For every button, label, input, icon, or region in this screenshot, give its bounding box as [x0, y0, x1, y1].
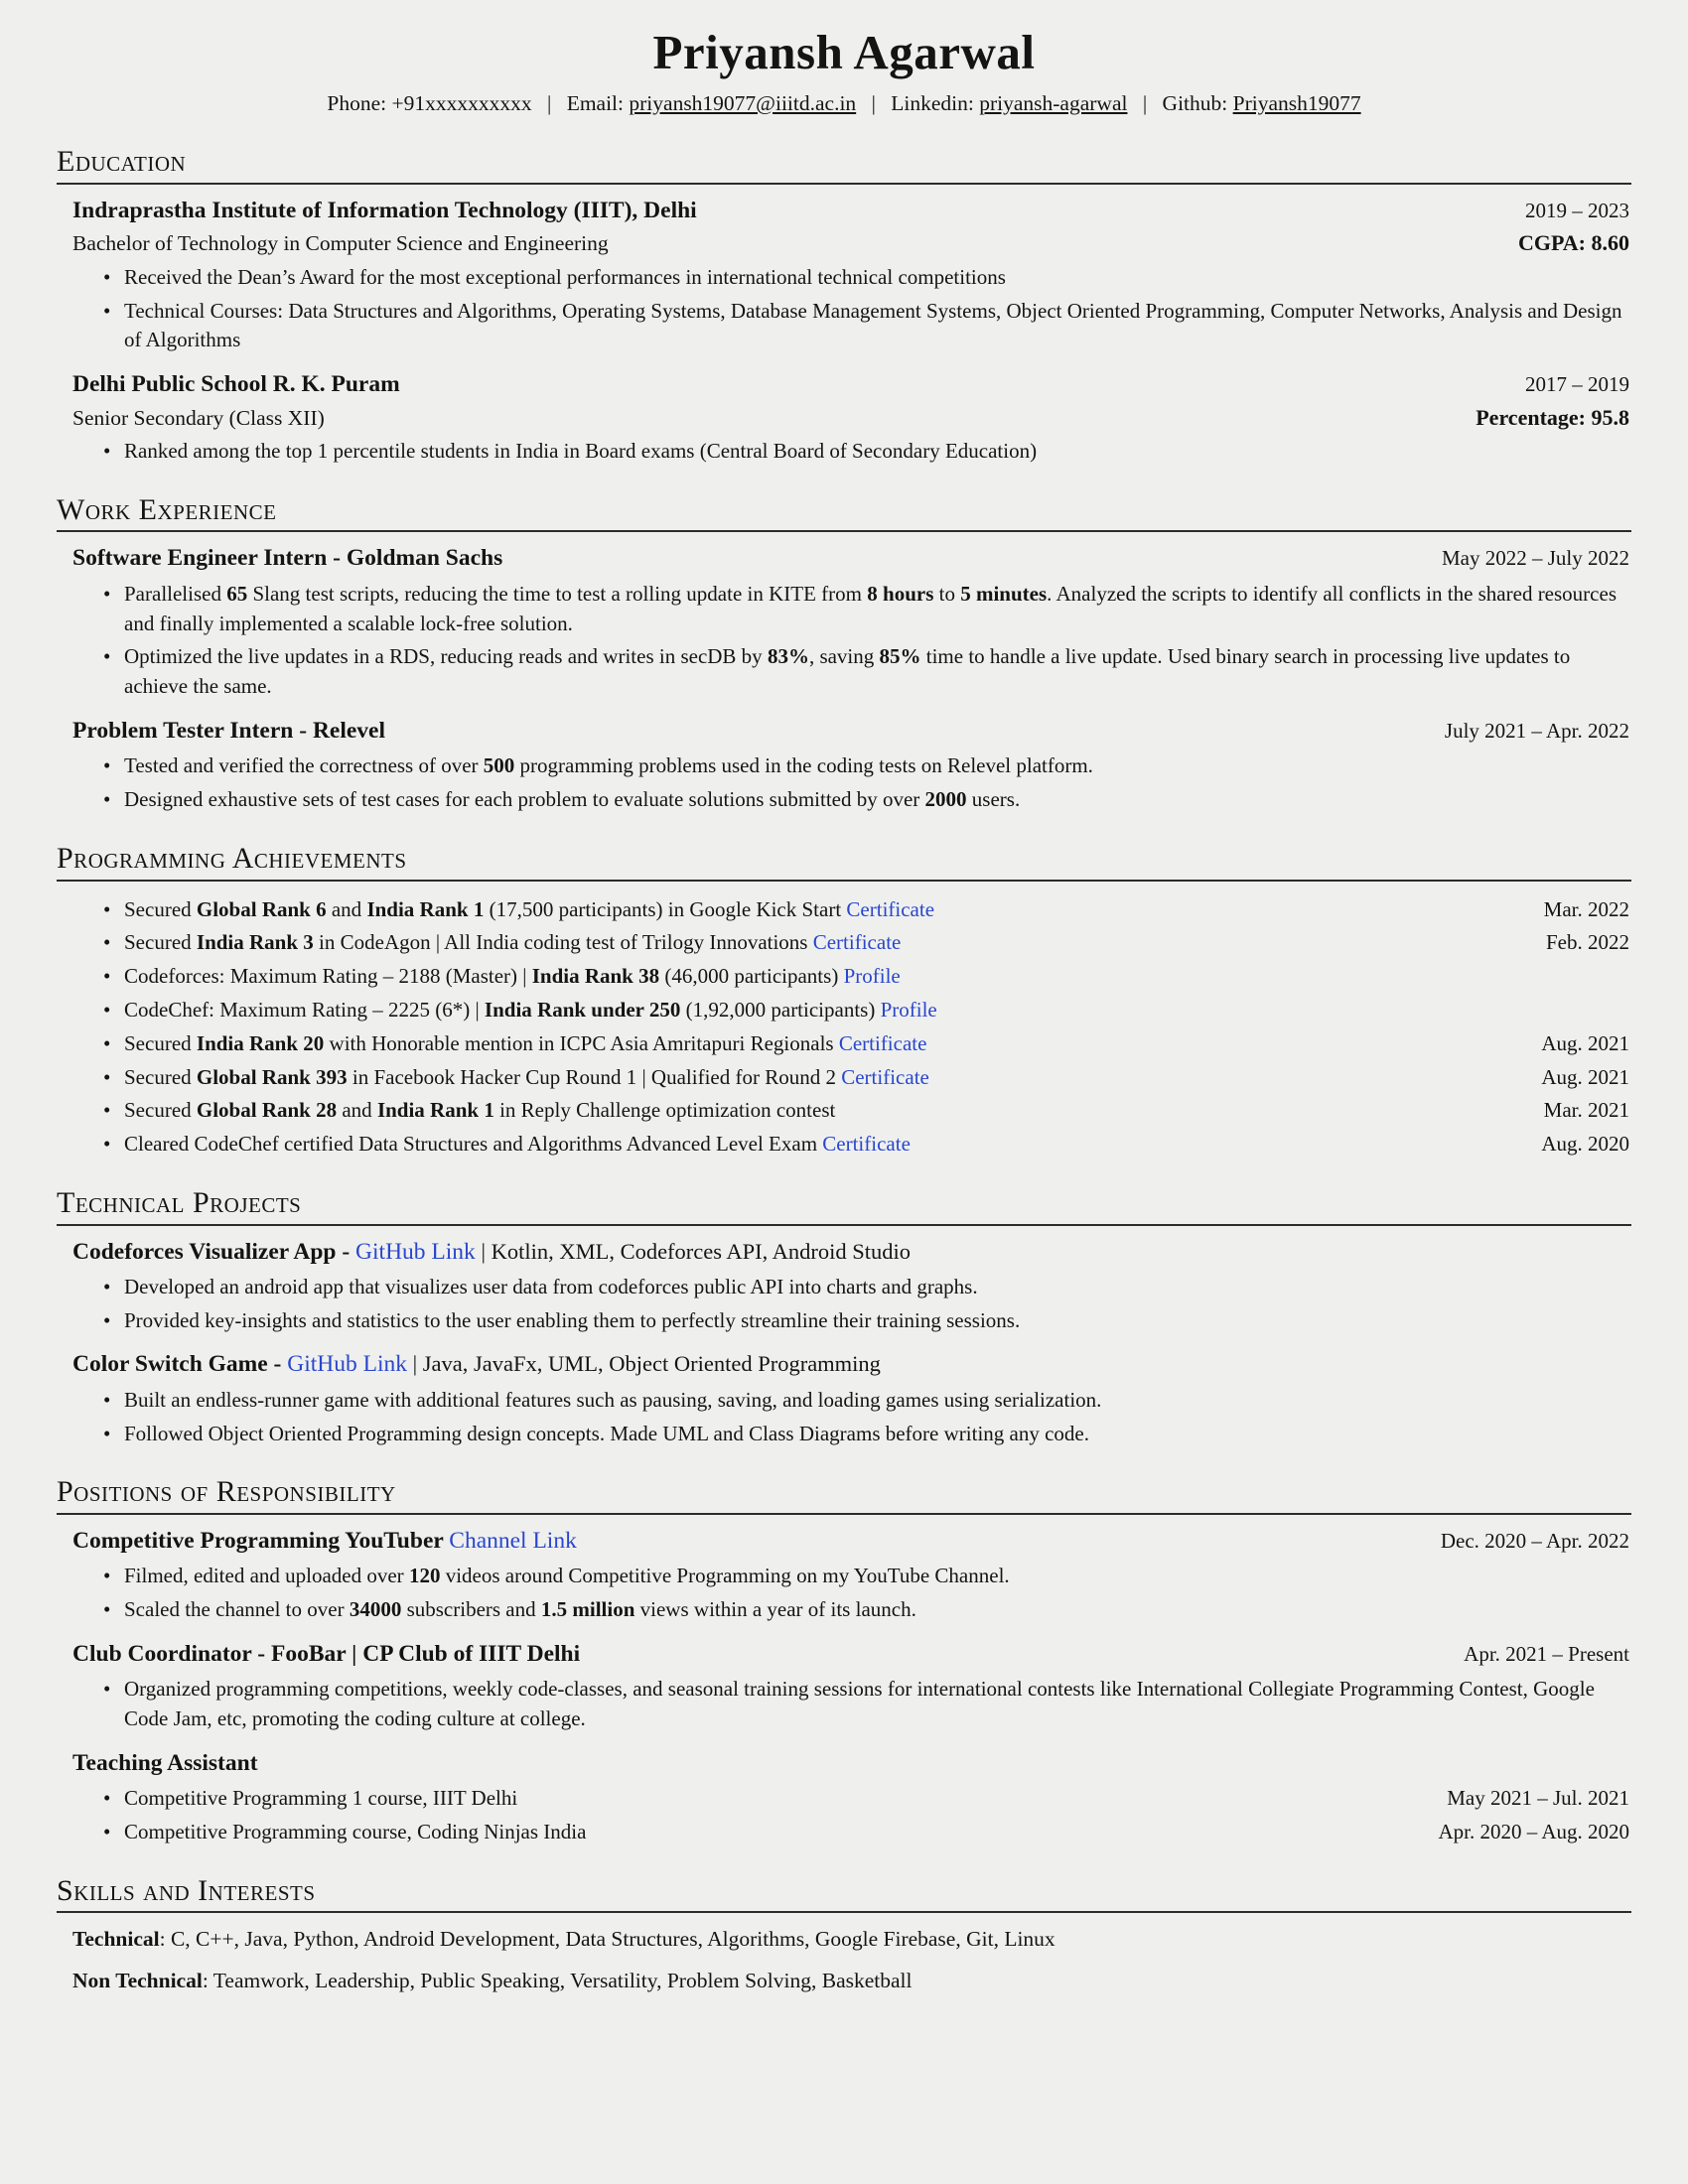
score-value: Percentage: 95.8 [1476, 404, 1629, 430]
linkedin-link[interactable]: priyansh-agarwal [979, 90, 1128, 115]
position-entry [72, 1525, 1629, 1625]
bullet-item [100, 1562, 1629, 1591]
bullet-text: Received the Dean’s Award for the most exceptional performances in international technical competitions [124, 264, 1006, 289]
institution-name: Delhi Public School R. K. Puram [72, 371, 400, 398]
bullet-date: Apr. 2020 – Aug. 2020 [1438, 1820, 1629, 1844]
section-education [57, 145, 1631, 467]
bullet-text: Provided key-insights and statistics to the user enabling them to perfectly streamline their training sessions. [124, 1307, 1021, 1332]
bullet-text: Filmed, edited and uploaded over 120 videos around Competitive Programming on my YouTube Channel. [124, 1564, 1010, 1588]
entry-dates: July 2021 – Apr. 2022 [1444, 719, 1629, 744]
bullet-list [100, 751, 1629, 815]
bullet-list [100, 1675, 1629, 1734]
bullet-list [100, 580, 1629, 702]
bullet-list [100, 1562, 1629, 1625]
achievement-text: Secured Global Rank 28 and India Rank 1 in Reply Challenge optimization contest [124, 1098, 836, 1123]
github-link[interactable]: Priyansh19077 [1232, 90, 1361, 115]
project-entry [72, 1236, 1629, 1336]
phone-item [327, 91, 531, 115]
project-tech-stack: | Java, JavaFx, UML, Object Oriented Programming [407, 1351, 881, 1377]
achievement-item [100, 1096, 1629, 1126]
email-item [567, 91, 857, 115]
bullet-text: Designed exhaustive sets of test cases for each problem to evaluate solutions submitted by over 2000 users. [124, 787, 1021, 812]
role-title: Problem Tester Intern - Relevel [72, 718, 386, 745]
achievement-item [100, 928, 1629, 958]
certificate-link[interactable]: Certificate [822, 1132, 911, 1157]
bullet-item [100, 1386, 1629, 1416]
person-name: Priyansh Agarwal [652, 25, 1036, 79]
bullet-item [100, 1818, 1629, 1847]
bullet-date: May 2021 – Jul. 2021 [1447, 1786, 1629, 1811]
section-title-education: Education [57, 145, 1631, 185]
education-entry [72, 368, 1629, 467]
achievement-text: CodeChef: Maximum Rating – 2225 (6*) | India Rank under 250 (1,92,000 participants) [124, 997, 881, 1022]
bullet-item [100, 297, 1629, 356]
phone-label: Phone: [327, 90, 387, 115]
certificate-link[interactable]: Certificate [846, 896, 935, 921]
section-title-skills: Skills and Interests [57, 1874, 1631, 1914]
entry-dates: Dec. 2020 – Apr. 2022 [1440, 1528, 1629, 1553]
linkedin-item [891, 91, 1127, 115]
bullet-item [100, 785, 1629, 815]
bullet-text: Parallelised 65 Slang test scripts, reducing the time to test a rolling update in KITE from 8 hours to 5 minutes. Analyzed the scripts to identify all conflicts in the shared resources and finally implemented a scalable lock-free solution. [124, 581, 1617, 635]
separator: | [871, 90, 876, 115]
github-label: Github: [1162, 90, 1228, 115]
bullet-item [100, 263, 1629, 293]
entry-dates: May 2022 – July 2022 [1442, 546, 1629, 571]
experience-entry [72, 715, 1629, 815]
profile-link[interactable]: Profile [843, 964, 901, 989]
email-link[interactable]: priyansh19077@iiitd.ac.in [629, 90, 857, 115]
achievement-text: Secured Global Rank 393 in Facebook Hacker Cup Round 1 | Qualified for Round 2 [124, 1064, 842, 1089]
achievement-text: Secured India Rank 3 in CodeAgon | All India coding test of Trilogy Innovations [124, 930, 813, 955]
role-title: Software Engineer Intern - Goldman Sachs [72, 545, 503, 572]
project-name: Codeforces Visualizer App - [72, 1238, 356, 1265]
bullet-text: Technical Courses: Data Structures and Algorithms, Operating Systems, Database Management Systems, Object Oriented Programming, Computer Networks, Analysis and Design of Algorithms [124, 298, 1622, 352]
bullet-list [100, 1784, 1629, 1847]
non-technical-skills-label: Non Technical [72, 1968, 203, 1992]
position-entry [72, 1638, 1629, 1734]
bullet-item [100, 1306, 1629, 1336]
achievement-date: Feb. 2022 [1546, 930, 1629, 955]
bullet-text: Developed an android app that visualizes user data from codeforces public API into charts and graphs. [124, 1274, 978, 1298]
email-label: Email: [566, 90, 625, 115]
project-tech-stack: | Kotlin, XML, Codeforces API, Android Studio [475, 1238, 912, 1264]
profile-link[interactable]: Profile [880, 997, 937, 1022]
achievement-item [100, 1029, 1629, 1059]
technical-skills-line [72, 1924, 1631, 1955]
certificate-link[interactable]: Certificate [841, 1064, 929, 1089]
non-technical-skills-line [72, 1966, 1631, 1996]
section-title-achievements: Programming Achievements [57, 842, 1631, 882]
linkedin-label: Linkedin: [891, 90, 974, 115]
achievement-date: Mar. 2022 [1543, 896, 1629, 921]
channel-link[interactable]: Channel Link [449, 1527, 577, 1554]
section-title-projects: Technical Projects [57, 1186, 1631, 1226]
bullet-item [100, 642, 1629, 702]
degree-name: Bachelor of Technology in Computer Science and Engineering [72, 231, 609, 256]
project-name: Color Switch Game - [72, 1351, 288, 1378]
bullet-item [100, 580, 1629, 639]
bullet-text: Followed Object Oriented Programming design concepts. Made UML and Class Diagrams before writing any code. [124, 1421, 1089, 1445]
bullet-item [100, 437, 1629, 467]
bullet-item [100, 1595, 1629, 1625]
section-title-positions: Positions of Responsibility [57, 1475, 1631, 1515]
bullet-item [100, 1420, 1629, 1449]
achievement-text: Cleared CodeChef certified Data Structures and Algorithms Advanced Level Exam [124, 1132, 823, 1157]
experience-entry [72, 542, 1629, 702]
phone-value: +91xxxxxxxxxx [391, 90, 532, 115]
section-positions-of-responsibility [57, 1475, 1631, 1846]
certificate-link[interactable]: Certificate [838, 1030, 927, 1055]
non-technical-skills-value: : Teamwork, Leadership, Public Speaking, Versatility, Problem Solving, Basketball [202, 1968, 913, 1992]
achievement-item [100, 1130, 1629, 1160]
achievement-list [100, 895, 1629, 1160]
separator: | [1142, 90, 1148, 115]
achievement-date: Aug. 2021 [1541, 1064, 1629, 1089]
contact-line [57, 88, 1631, 119]
bullet-text: Scaled the channel to over 34000 subscribers and 1.5 million views within a year of its launch. [124, 1597, 916, 1622]
project-entry [72, 1348, 1629, 1448]
position-title: Club Coordinator - FooBar | CP Club of IIIT Delhi [72, 1640, 581, 1667]
section-skills-and-interests [57, 1874, 1631, 1996]
bullet-text: Built an endless-runner game with additional features such as pausing, saving, and loading games using serialization. [124, 1387, 1102, 1412]
achievement-item [100, 895, 1629, 925]
achievement-date: Mar. 2021 [1543, 1098, 1629, 1123]
section-work-experience [57, 493, 1631, 815]
position-entry [72, 1747, 1629, 1847]
position-title: Competitive Programming YouTuber [72, 1527, 450, 1554]
bullet-text: Optimized the live updates in a RDS, reducing reads and writes in secDB by 83%, saving 85% time to handle a live update. Used binary search in processing live updates to achieve the same. [124, 644, 1571, 699]
bullet-list [100, 1386, 1629, 1449]
bullet-item [100, 1675, 1629, 1734]
achievement-item [100, 962, 1629, 992]
achievement-date: Aug. 2020 [1541, 1132, 1629, 1157]
score-value: CGPA: 8.60 [1517, 230, 1629, 256]
achievement-text: Codeforces: Maximum Rating – 2188 (Master) | India Rank 38 (46,000 participants) [124, 964, 844, 989]
technical-skills-value: : C, C++, Java, Python, Android Development, Data Structures, Algorithms, Google Firebase, Git, Linux [159, 1927, 1055, 1952]
degree-name: Senior Secondary (Class XII) [72, 405, 325, 430]
entry-dates: 2017 – 2019 [1525, 372, 1629, 397]
achievement-text: Secured Global Rank 6 and India Rank 1 (17,500 participants) in Google Kick Start [124, 896, 847, 921]
entry-dates: Apr. 2021 – Present [1464, 1641, 1629, 1666]
bullet-text: Organized programming competitions, weekly code-classes, and seasonal training sessions for international contests like International Collegiate Programming Contest, Google Code Jam, etc, promoting the coding culture at college. [124, 1677, 1595, 1731]
bullet-text: Tested and verified the correctness of over 500 programming problems used in the coding tests on Relevel platform. [124, 753, 1093, 778]
entry-dates: 2019 – 2023 [1525, 198, 1629, 222]
certificate-link[interactable]: Certificate [812, 930, 902, 955]
bullet-item [100, 1273, 1629, 1302]
section-title-work-experience: Work Experience [57, 493, 1631, 533]
bullet-list [100, 263, 1629, 355]
resume-header [57, 26, 1631, 118]
bullet-text: Ranked among the top 1 percentile students in India in Board exams (Central Board of Secondary Education) [124, 439, 1038, 464]
achievement-item [100, 996, 1629, 1025]
bullet-list [100, 437, 1629, 467]
section-programming-achievements [57, 842, 1631, 1160]
bullet-list [100, 1273, 1629, 1336]
github-project-link[interactable]: GitHub Link [287, 1351, 408, 1378]
institution-name: Indraprastha Institute of Information Technology (IIIT), Delhi [72, 197, 697, 223]
achievement-date: Aug. 2021 [1541, 1030, 1629, 1055]
position-title: Teaching Assistant [72, 1749, 258, 1776]
bullet-item [100, 751, 1629, 781]
github-project-link[interactable]: GitHub Link [355, 1238, 476, 1265]
achievement-text: Secured India Rank 20 with Honorable mention in ICPC Asia Amritapuri Regionals [124, 1030, 839, 1055]
bullet-text: • Competitive Programming course, Coding Ninjas India [124, 1820, 587, 1844]
separator: | [547, 90, 552, 115]
github-item [1163, 91, 1361, 115]
achievement-item [100, 1063, 1629, 1093]
bullet-text: • Competitive Programming 1 course, IIIT Delhi [124, 1786, 518, 1811]
bullet-item [100, 1784, 1629, 1814]
education-entry [72, 195, 1629, 355]
technical-skills-label: Technical [72, 1927, 160, 1952]
section-technical-projects [57, 1186, 1631, 1448]
